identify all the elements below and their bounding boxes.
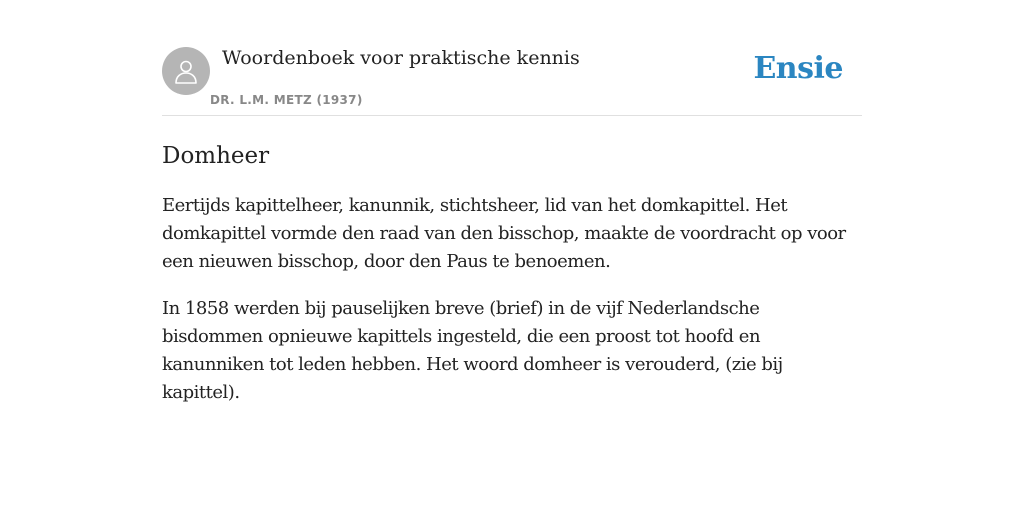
site-logo[interactable]: Ensie [753,51,843,86]
author-name[interactable]: DR. L.M. METZ (1937) [210,93,363,107]
header [162,46,862,116]
entry-paragraph-2: In 1858 werden bij pauselijken breve (brief) in de vijf Nederlandsche bisdommen opnieuwe kapittels ingesteld, die een proost tot hoofd en kanunniken tot leden hebben. Het woord domheer is verouderd, (zie bij kapittel). [162,298,783,403]
entry-paragraph-1: Eertijds kapittelheer, kanunnik, stichtsheer, lid van het domkapittel. Het domkapittel vormde den raad van den bisschop, maakte de voordracht op voor een nieuwen bisschop, door den Paus te benoemen. [162,195,846,272]
entry-title: Domheer [162,143,270,169]
author-avatar[interactable] [162,47,210,95]
user-icon [172,57,200,85]
page [162,0,862,407]
book-title[interactable]: Woordenboek voor praktische kennis [222,47,580,69]
